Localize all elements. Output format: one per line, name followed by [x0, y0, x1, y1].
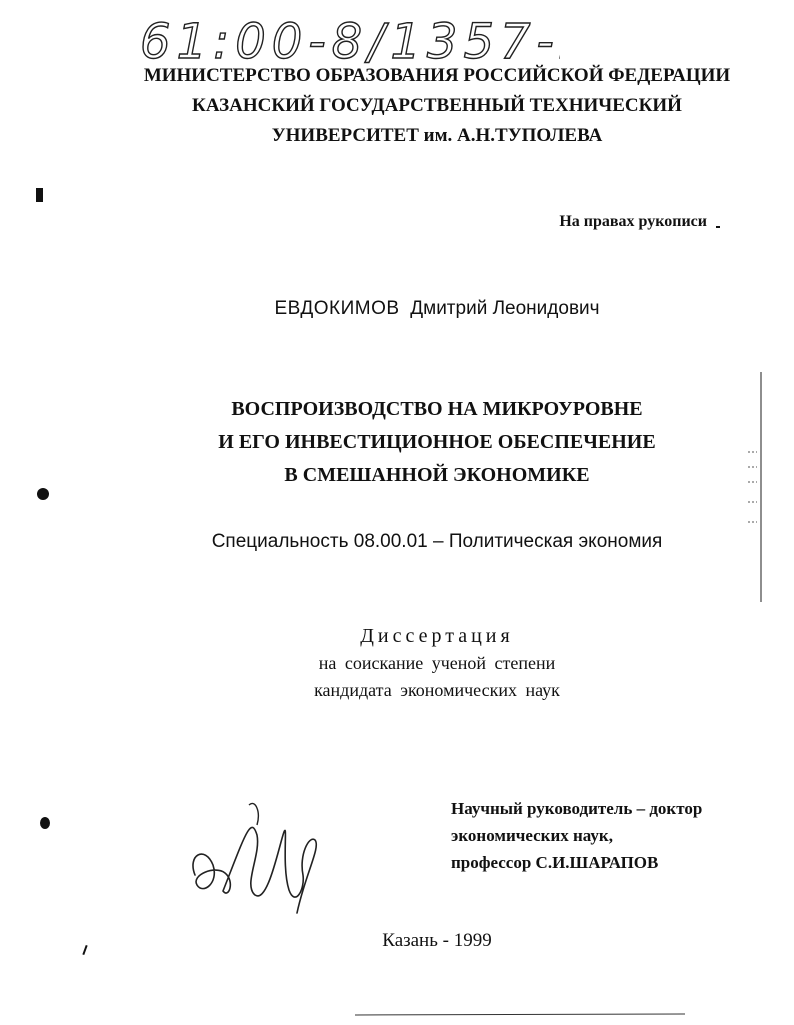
dissertation-heading: Диссертация	[360, 625, 514, 647]
supervisor-line-1: Научный руководитель – доктор	[451, 799, 703, 818]
ministry-line-1: МИНИСТЕРСТВО ОБРАЗОВАНИЯ РОССИЙСКОЙ ФЕДЕРАЦИИ	[143, 65, 731, 86]
dissertation-degree-block	[0, 623, 794, 704]
specialty-line: Специальность 08.00.01 – Политическая экономия	[211, 531, 663, 552]
svg-text:61:00-8/1357-2: 61:00-8/1357-2	[140, 14, 560, 70]
supervisor-line-2: экономических наук,	[451, 826, 613, 845]
ministry-line-2: КАЗАНСКИЙ ГОСУДАРСТВЕННЫЙ ТЕХНИЧЕСКИЙ	[192, 95, 682, 116]
author-name	[0, 298, 794, 320]
scan-hole	[37, 488, 49, 500]
scan-hole	[40, 817, 50, 829]
degree-line-2: кандидата экономических наук	[314, 680, 560, 700]
supervisor-line-3: профессор С.И.ШАРАПОВ	[451, 853, 659, 872]
title-line-2: И ЕГО ИНВЕСТИЦИОННОЕ ОБЕСПЕЧЕНИЕ	[218, 431, 656, 453]
title-line-1: ВОСПРОИЗВОДСТВО НА МИКРОУРОВНЕ	[231, 398, 643, 420]
scan-mark	[716, 226, 720, 228]
ministry-line-3: УНИВЕРСИТЕТ им. А.Н.ТУПОЛЕВА	[271, 125, 603, 146]
manuscript-rights-note: На правах рукописи	[559, 213, 707, 230]
supervisor-block	[451, 795, 702, 876]
degree-line-1: на соискание ученой степени	[318, 653, 556, 673]
author-surname: ЕВДОКИМОВ	[274, 298, 400, 319]
title-line-3: В СМЕШАННОЙ ЭКОНОМИКЕ	[284, 464, 590, 486]
city-year: Казань - 1999	[382, 930, 492, 951]
dissertation-title	[0, 393, 794, 492]
scan-mark	[36, 188, 43, 202]
handwritten-signature	[185, 795, 335, 925]
scan-edge-artifact	[745, 372, 765, 602]
author-given-names: Дмитрий Леонидович	[410, 298, 600, 319]
scan-bottom-line	[355, 1010, 685, 1020]
